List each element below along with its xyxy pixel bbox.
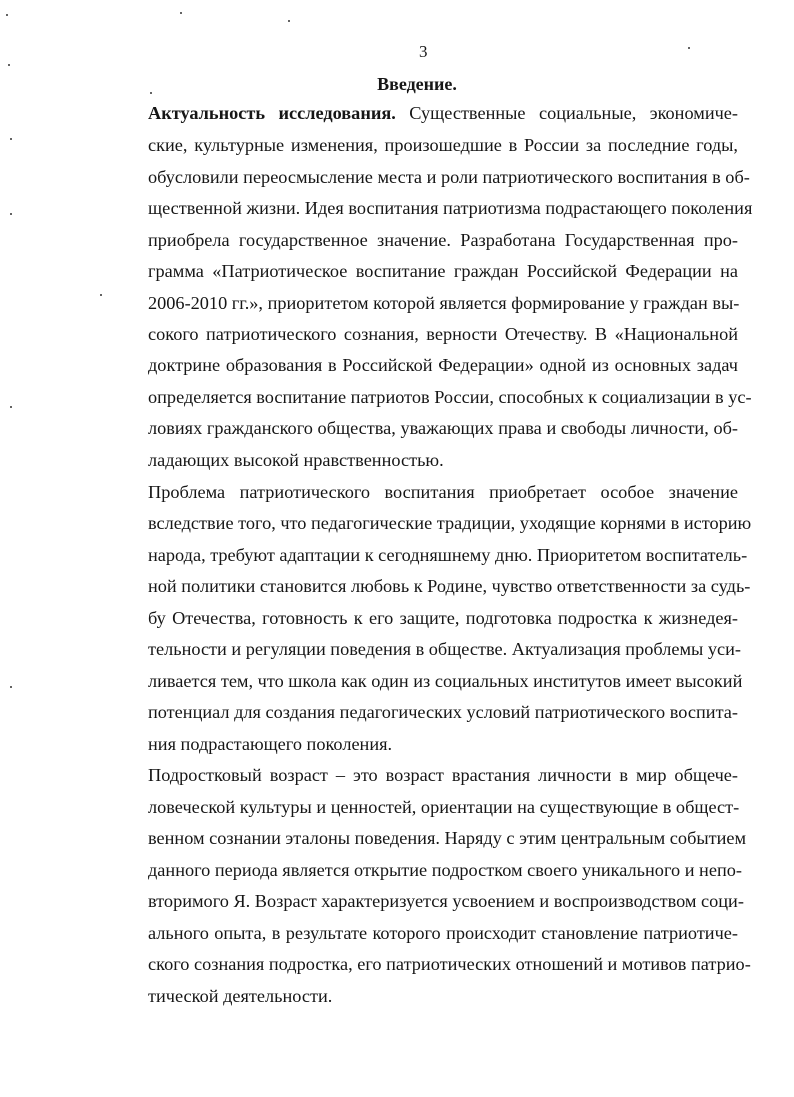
scan-speck: [10, 138, 12, 140]
paragraph-line: ального опыта, в результате которого происходит становление патриотиче-: [148, 923, 738, 943]
page-number: 3: [419, 42, 428, 61]
paragraph-line: ские, культурные изменения, произошедшие в России за последние годы,: [148, 135, 738, 155]
paragraph-line: обусловили переосмысление места и роли патриотического воспитания в об-: [148, 167, 750, 187]
paragraph-line: народа, требуют адаптации к сегодняшнему дню. Приоритетом воспитатель-: [148, 545, 748, 565]
section-title: Введение.: [377, 74, 457, 94]
scan-speck: [100, 294, 102, 296]
paragraph-line: ния подрастающего поколения.: [148, 734, 393, 754]
paragraph-line: потенциал для создания педагогических условий патриотического воспита-: [148, 702, 738, 722]
scan-speck: [10, 213, 12, 215]
paragraph-line: бу Отечества, готовность к его защите, подготовка подростка к жизнедея-: [148, 608, 738, 628]
paragraph-line: ливается тем, что школа как один из социальных институтов имеет высокий: [148, 671, 743, 691]
paragraph-line: вторимого Я. Возраст характеризуется усвоением и воспроизводством соци-: [148, 891, 744, 911]
lead-phrase: Актуальность исследования.: [148, 103, 396, 123]
paragraph-line: данного периода является открытие подростком своего уникального и непо-: [148, 860, 742, 880]
paragraph-line: сокого патриотического сознания, верности Отечеству. В «Национальной: [148, 324, 738, 344]
scan-speck: [10, 406, 12, 408]
paragraph-line: ловеческой культуры и ценностей, ориентации на существующие в общест-: [148, 797, 740, 817]
paragraph-line: Подростковый возраст – это возраст врастания личности в мир общече-: [148, 765, 738, 785]
paragraph-line: доктрине образования в Российской Федерации» одной из основных задач: [148, 355, 738, 375]
paragraph-line: тической деятельности.: [148, 986, 333, 1006]
paragraph-line: ной политики становится любовь к Родине, чувство ответственности за судь-: [148, 576, 751, 596]
scan-speck: [688, 47, 690, 49]
paragraph-line: ладающих высокой нравственностью.: [148, 450, 444, 470]
paragraph-line: Проблема патриотического воспитания приобретает особое значение: [148, 482, 738, 502]
scan-speck: [180, 12, 182, 14]
paragraph-line: определяется воспитание патриотов России, способных к социализации в ус-: [148, 387, 752, 407]
paragraph-line: тельности и регуляции поведения в обществе. Актуализация проблемы уси-: [148, 639, 741, 659]
scan-speck: [150, 92, 152, 94]
paragraph-line: щественной жизни. Идея воспитания патриотизма подрастающего поколения: [148, 198, 753, 218]
paragraph-line: вследствие того, что педагогические традиции, уходящие корнями в историю: [148, 513, 752, 533]
paragraph-line: приобрела государственное значение. Разработана Государственная про-: [148, 230, 738, 250]
paragraph-line: ловиях гражданского общества, уважающих права и свободы личности, об-: [148, 418, 738, 438]
scan-speck: [8, 64, 10, 66]
paragraph-line: 2006-2010 гг.», приоритетом которой является формирование у граждан вы-: [148, 293, 740, 313]
scan-speck: [288, 20, 290, 22]
paragraph-line: ского сознания подростка, его патриотических отношений и мотивов патрио-: [148, 954, 751, 974]
paragraph-line: Актуальность исследования. Существенные социальные, экономиче-: [148, 103, 739, 123]
scan-speck: [10, 686, 12, 688]
scan-speck: [6, 14, 8, 16]
paragraph-line: грамма «Патриотическое воспитание граждан Российской Федерации на: [148, 261, 738, 281]
paragraph-line: венном сознании эталоны поведения. Наряду с этим центральным событием: [148, 828, 747, 848]
